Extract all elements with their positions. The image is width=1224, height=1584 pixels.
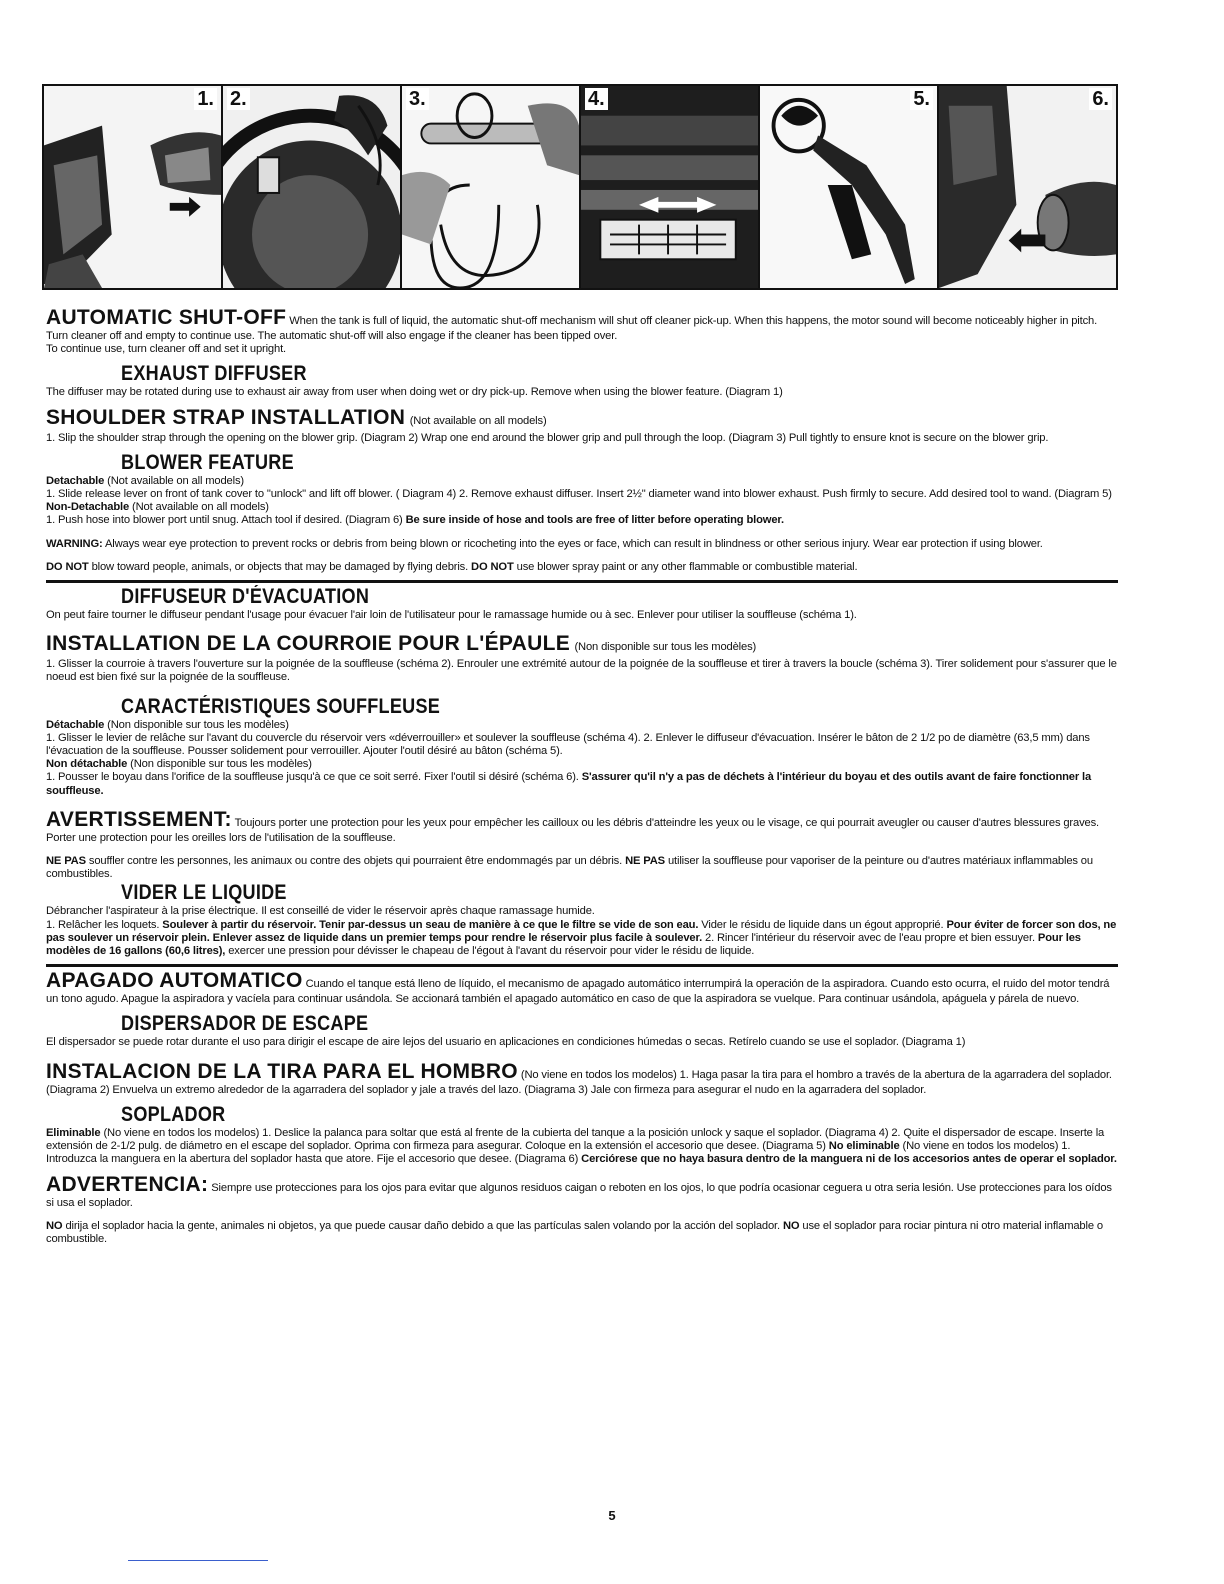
fr-warning-title: AVERTISSEMENT:	[46, 807, 232, 831]
fr-empty-text-2a: 1. Relâcher les loquets.	[46, 918, 160, 931]
diagram-label-3: 3.	[406, 88, 429, 110]
en-donot-1: DO NOT	[46, 560, 89, 573]
es-auto-title: APAGADO AUTOMATICO	[46, 969, 303, 993]
fr-warning-section	[46, 808, 1118, 882]
diagram-panel-5	[760, 86, 939, 288]
es-exhaust-section	[46, 1012, 1118, 1049]
es-auto-text: Cuando el tanque está lleno de líquido, el mecanismo de apagado automático interrumpirá la operación de la aspiradora. Cuando esto ocurra, el ruido del motor tendrá un tono agudo. Apague la aspiradora y vacíela para continuar usándola. Se accionará también el apagado automático en caso de que la aspiradora se vuelque. Para continuar usándola, apáguela y párela de nuevo.	[46, 978, 1110, 1006]
manual-content	[46, 306, 1118, 1246]
fr-empty-text-3a: Pour éviter de forcer son dos, ne pas soulever un réservoir plein. Enlever assez de liquide dans un premier temps pour rendre le réservoir plus facile à soulever.	[46, 918, 1117, 944]
es-warning-text: Siempre use protecciones para los ojos para evitar que algunos residuos caigan o reboten en los ojos, lo que podría ocasionar ceguera u otra seria lesión. Use protecciones para los oídos si usa el soplador.	[46, 1181, 1112, 1209]
en-warning-label: WARNING:	[46, 537, 103, 550]
fr-diffuser-title: DIFFUSEUR D'ÉVACUATION	[121, 585, 370, 609]
fr-nondet-note: (Non disponible sur tous les modèles)	[130, 758, 312, 771]
en-det-note: (Not available on all models)	[107, 474, 244, 487]
es-nondet-text: (No viene en todos los modelos) 1. Introduzca la manguera en la abertura del soplador hasta que atore. Fije el accesorio que desee. (Diagrama 6)	[46, 1140, 1071, 1166]
diagram-label-1: 1.	[194, 88, 217, 110]
es-blower-title: SOPLADOR	[121, 1102, 226, 1126]
en-nondet-label: Non-Detachable	[46, 501, 130, 514]
en-blower-section	[46, 451, 1118, 574]
fr-nondet-label: Non détachable	[46, 758, 128, 771]
fr-blower-title: CARACTÉRISTIQUES SOUFFLEUSE	[121, 694, 441, 718]
diagram-label-6: 6.	[1089, 88, 1112, 110]
en-warning-text: Always wear eye protection to prevent rocks or debris from being blown or ricocheting into the eyes or face, which can result in blindness or other serious injury. Wear ear protection if using blower.	[104, 537, 1043, 550]
es-exhaust-text: El dispersador se puede rotar durante el uso para dirigir el escape de aire lejos del usuario en aplicaciones en condiciones húmedas o secas. Retírelo cuando se use el soplador. (Diagrama 1)	[46, 1036, 966, 1049]
fr-empty-text-3b: 2. Rincer l'intérieur du réservoir avec de l'eau propre et bien essuyer.	[705, 931, 1035, 944]
es-auto-section	[46, 969, 1118, 1006]
es-strap-text: (No viene en todos los modelos) 1. Haga pasar la tira para el hombro a través de la abertura de la agarradera del soplador. (Diagrama 2) Envuelva un extremo alrededor de la agarradera del soplador y jale a través del lazo. (Diagrama 3) Jale con firmeza para asegurar el nudo en la agarradera del soplador.	[46, 1068, 1112, 1096]
fr-empty-text-1: Débrancher l'aspirateur à la prise électrique. Il est conseillé de vider le réservoir après chaque ramassage humide.	[46, 905, 595, 918]
es-exhaust-title: DISPERSADOR DE ESCAPE	[121, 1012, 369, 1036]
en-exhaust-text: The diffuser may be rotated during use to exhaust air away from user when doing wet or dry pick-up. Remove when using the blower feature. (Diagram 1)	[46, 386, 783, 399]
diagram-4-illustration	[581, 86, 758, 288]
fr-strap-section	[46, 632, 1118, 684]
fr-empty-title: VIDER LE LIQUIDE	[121, 881, 287, 905]
en-auto-shutoff-text2: To continue use, turn cleaner off and set it upright.	[46, 343, 286, 356]
en-nondet-text: 1. Push hose into blower port until snug. Attach tool if desired. (Diagram 6)	[46, 514, 403, 527]
fr-ne-2: NE PAS	[625, 855, 665, 868]
es-det-text: (No viene en todos los modelos) 1. Deslice la palanca para soltar que está al frente de la cubierta del tanque a la posición unlock y saque el soplador. (Diagrama 4) 2. Quite el dispersador de escape. Inserte la extensión de 2-1/2 pulg. de diámetro en el escape del soplador. Oprima con firmeza para asegurar. Coloque en la extensión el accesorio que desee. (Diagrama 5)	[46, 1126, 1105, 1153]
diagram-1-illustration	[44, 86, 221, 288]
fr-det-text: 1. Glisser le levier de relâche sur l'avant du couvercle du réservoir vers «déverrouiller» et soulever la souffleuse (schéma 4). 2. Enlever le diffuseur d'évacuation. Insérer le bâton de 2 1/2 po de diamètre (63,5 mm) dans l'évacuation de la souffleuse. Pousser solidement pour verrouiller. Ajouter l'outil désiré au bâton (schéma 5).	[46, 731, 1090, 758]
en-auto-shutoff-title: AUTOMATIC SHUT-OFF	[46, 306, 287, 329]
es-no-1: NO	[46, 1219, 63, 1232]
en-det-label: Detachable	[46, 474, 105, 487]
diagram-panel-3	[402, 86, 581, 288]
fr-empty-section	[46, 881, 1118, 958]
diagram-panel-6	[939, 86, 1116, 288]
diagram-label-5: 5.	[910, 88, 933, 110]
fr-ne-text-1: souffler contre les personnes, les animaux ou contre des objets qui pourraient être endommagés par un débris.	[88, 855, 623, 868]
diagram-panel-4	[581, 86, 760, 288]
diagram-label-4: 4.	[585, 88, 608, 110]
fr-ne-1: NE PAS	[46, 855, 86, 868]
fr-ne-text-2: utiliser la souffleuse pour vaporiser de la peinture ou d'autres matériaux inflammables ou combustibles.	[46, 855, 1093, 881]
en-strap-title: SHOULDER STRAP INSTALLATION	[46, 405, 406, 429]
fr-empty-text-3c: Pour les modèles de 16 gallons (60,6 litres),	[46, 931, 1081, 958]
en-donot-text-1: blow toward people, animals, or objects that may be damaged by flying debris.	[91, 560, 469, 573]
fr-strap-note: (Non disponible sur tous les modèles)	[574, 641, 757, 654]
page-number: 5	[608, 1508, 616, 1523]
fr-det-note: (Non disponible sur tous les modèles)	[107, 718, 289, 731]
es-blower-section	[46, 1103, 1118, 1167]
diagram-6-illustration	[939, 86, 1116, 288]
en-nondet-note: (Not available on all models)	[132, 501, 269, 514]
diagram-3-illustration	[402, 86, 579, 288]
fr-nondet-text: 1. Pousser le boyau dans l'orifice de la souffleuse jusqu'à ce que ce soit serré. Fixer l'outil si désiré (schéma 6).	[46, 771, 579, 784]
en-auto-shutoff-text: When the tank is full of liquid, the automatic shut-off mechanism will shut off cleaner pick-up. When this happens, the motor sound will become noticeably higher in pitch. Turn cleaner off and empty to continue use. The automatic shut-off will also engage if the cleaner has been tipped over.	[46, 315, 1098, 342]
fr-warning-text: Toujours porter une protection pour les yeux pour empêcher les cailloux ou les débris d'atteindre les yeux ou le visage, ce qui pourrait aveugler ou causer d'autres blessures graves. Porter une protection pour les oreilles lors de l'utilisation de la souffleuse.	[46, 816, 1099, 844]
fr-strap-title: INSTALLATION DE LA COURROIE POUR L'ÉPAULE	[46, 632, 571, 656]
es-nondet-label: No eliminable	[828, 1140, 900, 1153]
es-nondet-bold: Cerciórese que no haya basura dentro de la manguera ni de los accesorios antes de operar el soplador.	[581, 1153, 1117, 1166]
en-nondet-bold: Be sure inside of hose and tools are free of litter before operating blower.	[405, 514, 784, 527]
fr-empty-text-2c: Vider le résidu de liquide dans un égout approprié.	[701, 918, 944, 931]
es-no-2: NO	[782, 1219, 800, 1232]
en-donot-2: DO NOT	[471, 560, 514, 573]
en-det-text: 1. Slide release lever on front of tank cover to "unlock" and lift off blower. ( Diagram 4) 2. Remove exhaust diffuser. Insert 2½" diameter wand into blower exhaust. Push firmly to secure. Add desired tool to wand. (Diagram 5)	[46, 488, 1112, 501]
diagram-label-2: 2.	[227, 88, 250, 110]
en-strap-note: (Not available on all models)	[409, 414, 547, 427]
en-auto-shutoff-section	[46, 306, 1118, 356]
es-warning-title: ADVERTENCIA:	[46, 1172, 209, 1196]
diagram-2-illustration	[223, 86, 400, 288]
diagram-panel-2	[223, 86, 402, 288]
en-exhaust-title: EXHAUST DIFFUSER	[121, 362, 307, 386]
diagram-strip	[42, 84, 1118, 290]
fr-empty-text-3d: exercer une pression pour dévisser le chapeau de l'égout à l'avant du réservoir pour vider le résidu de liquide.	[228, 945, 755, 958]
en-strap-text: 1. Slip the shoulder strap through the opening on the blower grip. (Diagram 2) Wrap one end around the blower grip and pull through the loop. (Diagram 3) Pull tightly to ensure knot is secure on the blower grip.	[46, 431, 1049, 444]
diagram-5-illustration	[760, 86, 937, 288]
es-warning-section	[46, 1173, 1118, 1247]
fr-diffuser-section	[46, 585, 1118, 622]
footer-line	[128, 1560, 268, 1561]
es-no-text-1: dirija el soplador hacia la gente, animales ni objetos, ya que puede causar daño debido a que las partículas salen volando por la acción del soplador.	[65, 1219, 780, 1232]
es-strap-section	[46, 1060, 1118, 1097]
fr-nondet-bold: S'assurer qu'il n'y a pas de déchets à l'intérieur du boyau et des outils avant de faire fonctionner la souffleuse.	[46, 771, 1092, 797]
en-exhaust-section	[46, 362, 1118, 399]
section-divider-es	[46, 964, 1118, 967]
es-strap-title: INSTALACION DE LA TIRA PARA EL HOMBRO	[46, 1059, 518, 1083]
fr-strap-text: 1. Glisser la courroie à travers l'ouverture sur la poignée de la souffleuse (schéma 2). Enrouler une extrémité autour de la poignée de la souffleuse et tirer à travers la boucle (schéma 3). Tirer solidement pour s'assurer que le noeud est bien fixé sur la poignée de la souffleuse.	[46, 658, 1117, 684]
diagram-panel-1	[44, 86, 223, 288]
section-divider-fr	[46, 580, 1118, 583]
fr-empty-text-2b: Soulever à partir du réservoir. Tenir par-dessus un seau de manière à ce que le filtre se vide de son eau.	[162, 918, 699, 931]
es-no-text-2: use el soplador para rociar pintura ni otro material inflamable o combustible.	[46, 1219, 1103, 1245]
en-donot-text-2: use blower spray paint or any other flammable or combustible material.	[516, 560, 858, 573]
fr-diffuser-text: On peut faire tourner le diffuseur pendant l'usage pour évacuer l'air loin de l'utilisateur pour le ramassage humide ou à sec. Enlever pour utiliser la souffleuse (schéma 1).	[46, 609, 857, 622]
en-blower-title: BLOWER FEATURE	[121, 450, 294, 474]
es-det-label: Eliminable	[46, 1126, 101, 1139]
en-strap-section	[46, 406, 1118, 445]
fr-blower-section	[46, 695, 1118, 798]
fr-det-label: Détachable	[46, 718, 105, 731]
